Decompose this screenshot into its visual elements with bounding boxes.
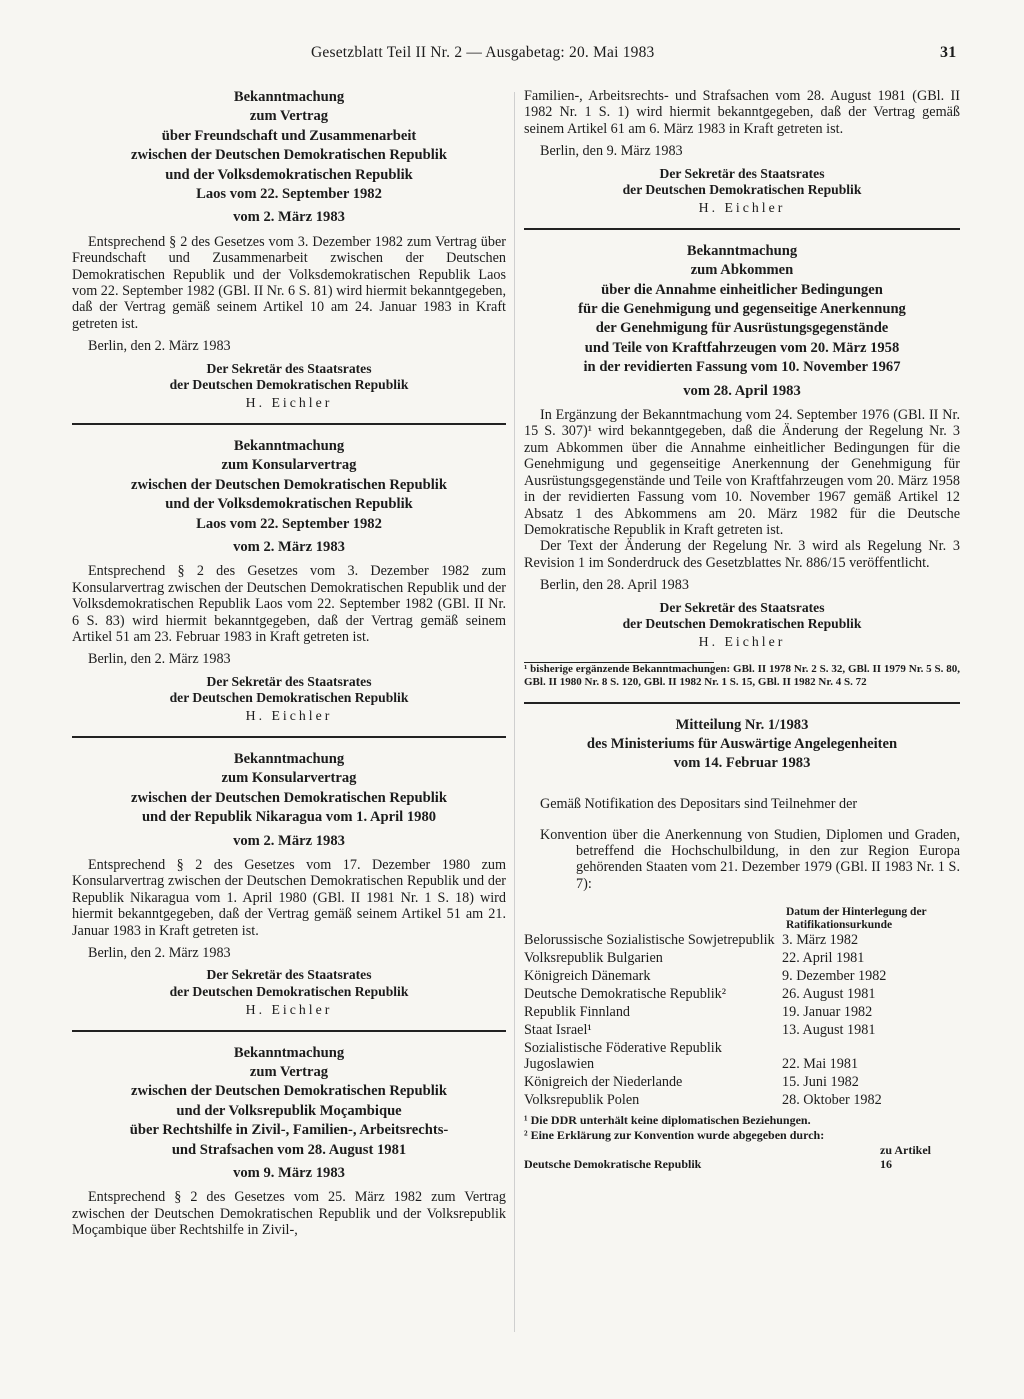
- section-body: Entsprechend § 2 des Gesetzes vom 3. Dezember 1982 zum Konsularvertrag zwischen der Deutschen Demokratischen Republik und der Volksdemokratischen Republik Laos vom 22. September 1982 (GBl. II Nr. 6 S. 83) wird hiermit bekanntgegeben, daß der Vertrag gemäß seinem Artikel 51 am 23. Februar 1983 in Kraft getreten ist.: [72, 563, 506, 645]
- signer-role: Der Sekretär des Staatsrates der Deutschen Demokratischen Republik: [169, 360, 409, 393]
- section-body: Familien-, Arbeitsrechts- und Strafsachen vom 28. August 1981 (GBl. II 1982 Nr. 1 S. 1) wird hiermit bekanntgegeben, daß der Vertrag gemäß seinem Artikel 61 am 6. März 1983 in Kraft getreten ist.: [524, 88, 960, 137]
- signer-name: H. Eichler: [698, 199, 786, 215]
- section-body: Entsprechend § 2 des Gesetzes vom 25. März 1982 zum Vertrag zwischen der Deutschen Demokratischen Republik und der Volksrepublik Moçambique über Rechtshilfe in Zivil-,: [72, 1189, 506, 1239]
- intro-continuation: Konvention über die Anerkennung von Studien, Diplomen und Graden, betreffend die Hochschulbildung, in den zur Region Europa gehörenden Staaten vom 21. Dezember 1979 (GBl. II 1983 Nr. 1 S. 7):: [540, 826, 960, 892]
- section-date: vom 2. März 1983: [233, 538, 345, 555]
- signer-name: H. Eichler: [245, 1001, 333, 1017]
- section-date: vom 2. März 1983: [233, 209, 345, 226]
- deposit-date: 22. April 1981: [782, 950, 865, 967]
- signer-name: H. Eichler: [245, 394, 333, 410]
- table-row: [524, 967, 960, 985]
- state-name: Republik Finnland: [524, 1004, 631, 1021]
- footnote-1: ¹ Die DDR unterhält keine diplomatischen Beziehungen.: [524, 1113, 811, 1128]
- states-table: [524, 931, 960, 1109]
- announcement-mozambique-legal-aid-treaty: [72, 1044, 506, 1239]
- deposit-date: 19. Januar 1982: [782, 1004, 873, 1021]
- section-title: Bekanntmachung zum Konsularvertrag zwischen der Deutschen Demokratischen Republik und der Volksdemokratischen Republik Laos vom 22. September 1982: [131, 437, 447, 532]
- announcement-nicaragua-consular-treaty: [72, 750, 506, 1018]
- place-date: Berlin, den 2. März 1983: [88, 338, 231, 355]
- section-title: Bekanntmachung zum Abkommen über die Annahme einheitlicher Bedingungen für die Genehmigung und gegenseitige Anerkennung der Genehmigung für Ausrüstungsgegenstände und Teile von Kraftfahrzeugen vom 20. März 1958 in der revidierten Fassung vom 10. November 1967: [578, 242, 906, 376]
- state-name: Sozialistische Föderative Republik Jugoslawien: [524, 1040, 722, 1073]
- column-divider: [514, 92, 515, 1332]
- section-divider: [72, 736, 506, 738]
- state-name: Königreich Dänemark: [524, 968, 651, 985]
- section-title: Bekanntmachung zum Vertrag über Freundschaft und Zusammenarbeit zwischen der Deutschen Demokratischen Republik und der Volksdemokratischen Republik Laos vom 22. September 1982: [131, 89, 447, 203]
- table-row: [524, 931, 960, 949]
- header-title: Gesetzblatt Teil II Nr. 2 — Ausgabetag: 20. Mai 1983: [311, 44, 655, 61]
- state-name: Volksrepublik Polen: [524, 1092, 640, 1109]
- section-body: Entsprechend § 2 des Gesetzes vom 17. Dezember 1980 zum Konsularvertrag zwischen der Deutschen Demokratischen Republik und der Republik Nikaragua vom 1. April 1980 (GBl. II 1981 Nr. 1 S. 18) wird hiermit bekanntgegeben, daß der Vertrag gemäß seinem Artikel 51 am 21. Januar 1983 in Kraft getreten ist.: [72, 856, 506, 939]
- table-row: [524, 1003, 960, 1021]
- announcement-laos-consular-treaty: [72, 437, 506, 724]
- section-divider: [524, 702, 960, 704]
- deposit-date: 28. Oktober 1982: [782, 1092, 882, 1109]
- section-date: vom 9. März 1983: [233, 1165, 345, 1182]
- signer-role: Der Sekretär des Staatsrates der Deutschen Demokratischen Republik: [622, 599, 862, 632]
- state-name: Belorussische Sozialistische Sowjetrepublik: [524, 932, 775, 949]
- section-body-2: Der Text der Änderung der Regelung Nr. 3 wird als Regelung Nr. 3 Revision 1 im Sonderdruck des Gesetzblattes Nr. 886/15 veröffentlicht.: [524, 538, 960, 571]
- section-divider: [524, 228, 960, 230]
- section-title: Bekanntmachung zum Vertrag zwischen der Deutschen Demokratischen Republik und der Volksrepublik Moçambique über Rechtshilfe in Zivil-, Familien-, Arbeitsrechts- und Strafsachen vom 28. August 1981: [129, 1044, 449, 1158]
- signer-name: H. Eichler: [698, 633, 786, 649]
- section-divider: [72, 423, 506, 425]
- signer-role: Der Sekretär des Staatsrates der Deutschen Demokratischen Republik: [169, 673, 409, 706]
- announcement-mozambique-continued: [524, 88, 960, 216]
- section-body: In Ergänzung der Bekanntmachung vom 24. September 1976 (GBl. II Nr. 15 S. 307)¹ wird bekanntgegeben, daß die Änderung der Regelung Nr. 3 zum Abkommen über die Annahme einheitlicher Bedingungen für die Genehmigung und gegenseitige Anerkennung der Genehmigung für Ausrüstungsgegenstände und Teile von Kraftfahrzeugen vom 20. März 1958 in der revidierten Fassung vom 10. November 1967 gemäß Artikel 12 Absatz 1 des Abkommens am 20. März 1982 für die Deutsche Demokratische Republik in Kraft getreten ist.: [524, 407, 960, 538]
- deposit-date: 15. Juni 1982: [782, 1074, 859, 1091]
- table-row: [524, 1091, 960, 1109]
- left-column: [72, 88, 506, 1239]
- declaration-col-header: zu Artikel: [880, 1143, 931, 1158]
- section-title: Mitteilung Nr. 1/1983 des Ministeriums für Auswärtige Angelegenheiten vom 14. Februar 1983: [586, 716, 898, 772]
- section-divider: [72, 1030, 506, 1032]
- announcement-laos-friendship-treaty: [72, 88, 506, 411]
- declaration-article: 16: [880, 1157, 892, 1172]
- place-date: Berlin, den 2. März 1983: [88, 945, 231, 961]
- signer-name: H. Eichler: [245, 707, 333, 723]
- section-date: vom 28. April 1983: [683, 382, 801, 399]
- state-name: Deutsche Demokratische Republik²: [524, 986, 727, 1003]
- column-header: Datum der Hinterlegung der Ratifikationsurkunde: [786, 906, 927, 931]
- ministry-communication: [524, 716, 960, 1172]
- state-name: Volksrepublik Bulgarien: [524, 950, 663, 967]
- page-number: 31: [940, 44, 957, 61]
- right-column: [524, 88, 960, 1171]
- place-date: Berlin, den 9. März 1983: [540, 143, 683, 160]
- declaration-header-row: [524, 1143, 960, 1157]
- state-name: Staat Israel¹: [524, 1022, 592, 1039]
- table-row: [524, 1021, 960, 1039]
- place-date: Berlin, den 28. April 1983: [540, 577, 689, 594]
- signer-role: Der Sekretär des Staatsrates der Deutschen Demokratischen Republik: [169, 967, 409, 999]
- signer-role: Der Sekretär des Staatsrates der Deutschen Demokratischen Republik: [622, 165, 862, 198]
- table-row: [524, 985, 960, 1003]
- footnote: ¹ bisherige ergänzende Bekanntmachungen: GBl. II 1978 Nr. 2 S. 32, GBl. II 1979 Nr. 5 S. 80, GBl. II 1980 Nr. 8 S. 120, GBl. II 1982 Nr. 1 S. 15, GBl. II 1982 Nr. 4 S. 72: [524, 662, 960, 689]
- announcement-vehicle-equipment-agreement: [524, 242, 960, 690]
- footnote-2: ² Eine Erklärung zur Konvention wurde abgegeben durch:: [524, 1128, 825, 1143]
- section-body: Entsprechend § 2 des Gesetzes vom 3. Dezember 1982 zum Vertrag über Freundschaft und Zusammenarbeit zwischen der Deutschen Demokratischen Republik und der Volksdemokratischen Republik Laos vom 22. September 1982 (GBl. II Nr. 6 S. 81) wird hiermit bekanntgegeben, daß der Vertrag gemäß seinem Artikel 10 am 24. Januar 1983 in Kraft getreten ist.: [72, 233, 506, 332]
- page-header: [0, 44, 1024, 68]
- deposit-date: 26. August 1981: [782, 986, 876, 1003]
- state-name: Königreich der Niederlande: [524, 1074, 683, 1091]
- declaration-state: Deutsche Demokratische Republik: [524, 1157, 702, 1172]
- table-row: [524, 1073, 960, 1091]
- deposit-date: 22. Mai 1981: [782, 1056, 859, 1073]
- declaration-row: [524, 1157, 960, 1171]
- place-date: Berlin, den 2. März 1983: [88, 651, 231, 668]
- deposit-date: 13. August 1981: [782, 1022, 876, 1039]
- deposit-date: 9. Dezember 1982: [782, 968, 887, 985]
- section-date: vom 2. März 1983: [233, 832, 345, 849]
- section-title: Bekanntmachung zum Konsularvertrag zwischen der Deutschen Demokratischen Republik und der Republik Nikaragua vom 1. April 1980: [131, 750, 447, 826]
- table-row: [524, 1039, 960, 1073]
- intro-first-line: Gemäß Notifikation des Depositars sind Teilnehmer der: [540, 795, 858, 812]
- deposit-date: 3. März 1982: [782, 932, 859, 949]
- table-row: [524, 949, 960, 967]
